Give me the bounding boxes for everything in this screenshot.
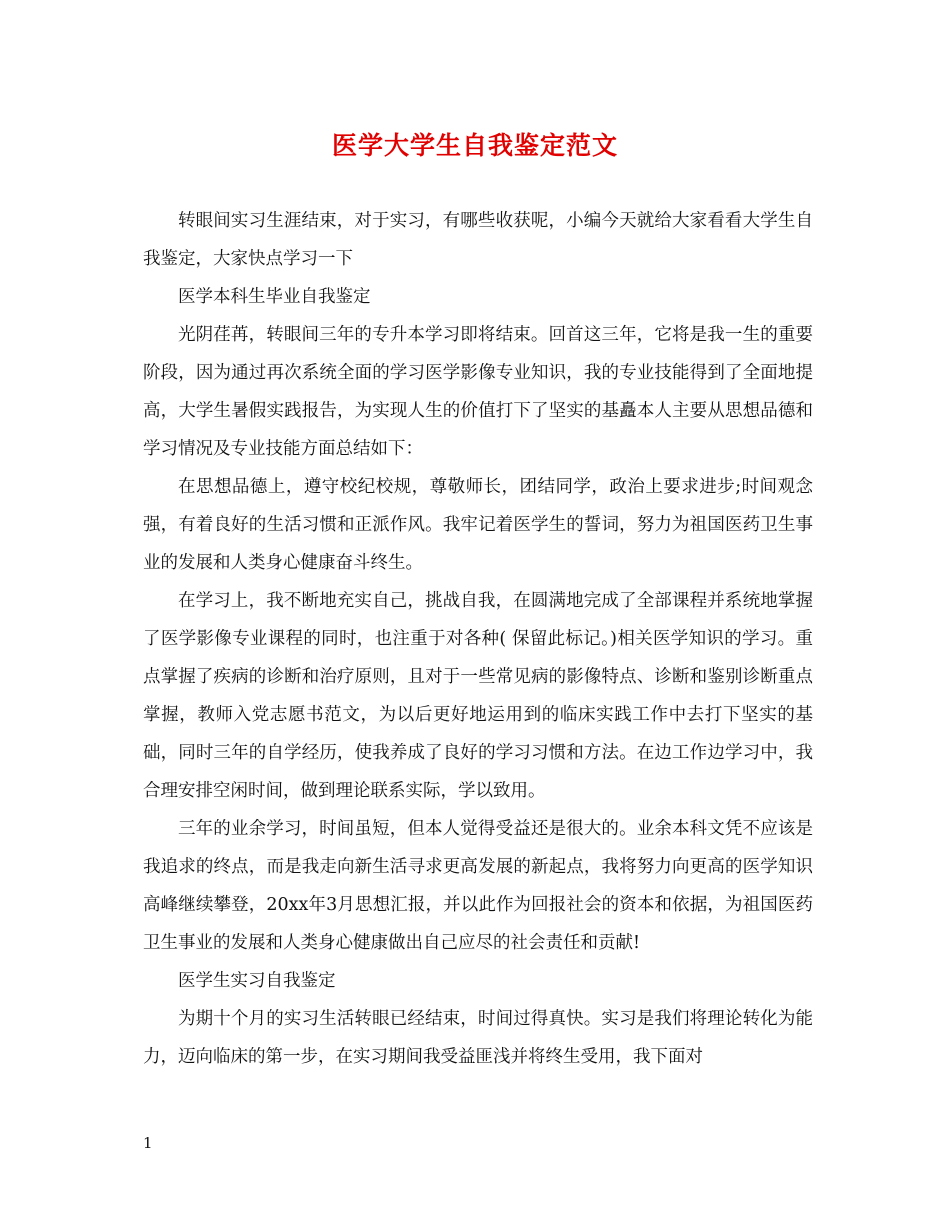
intro-paragraph: 转眼间实习生涯结束，对于实习，有哪些收获呢，小编今天就给大家看看大学生自我鉴定，大家快点学习一下 (143, 211, 813, 269)
section-heading-internship: 医学生实习自我鉴定 (178, 971, 336, 991)
page-number: 1 (143, 1134, 153, 1152)
document-title: 医学大学生自我鉴定范文 (331, 131, 618, 160)
paragraph-internship: 为期十个月的实习生活转眼已经结束，时间过得真快。实习是我们将理论转化为能力，迈向临床的第一步，在实习期间我受益匪浅并将终生受用，我下面对 (143, 1009, 813, 1067)
paragraph-ideology: 在思想品德上，遵守校纪校规，尊敬师长，团结同学，政治上要求进步;时间观念强，有着良好的生活习惯和正派作风。我牢记着医学生的誓词，努力为祖国医药卫生事业的发展和人类身心健康奋斗终生。 (143, 477, 813, 573)
paragraph-study: 在学习上，我不断地充实自己，挑战自我，在圆满地完成了全部课程并系统地掌握了医学影像专业课程的同时，也注重于对各种( 保留此标记。)相关医学知识的学习。重点掌握了疾病的诊断和治疗原则，且对于一些常见病的影像特点、诊断和鉴别诊断重点掌握，教师入党志愿书范文，为以后更好地运用到的临床实践工作中去打下坚实的基础，同时三年的自学经历，使我养成了良好的学习习惯和方法。在边工作边学习中，我合理安排空闲时间，做到理论联系实际，学以致用。 (143, 591, 813, 801)
paragraph-overview: 光阴荏苒，转眼间三年的专升本学习即将结束。回首这三年，它将是我一生的重要阶段，因为通过再次系统全面的学习医学影像专业知识，我的专业技能得到了全面地提高，大学生暑假实践报告，为实现人生的价值打下了坚实的基矗本人主要从思想品德和学习情况及专业技能方面总结如下： (143, 325, 813, 459)
section-heading-graduation: 医学本科生毕业自我鉴定 (178, 287, 371, 307)
document-body (143, 202, 813, 1076)
paragraph-summary: 三年的业余学习，时间虽短，但本人觉得受益还是很大的。业余本科文凭不应该是我追求的终点，而是我走向新生活寻求更高发展的新起点，我将努力向更高的医学知识高峰继续攀登，20xx年3月思想汇报，并以此作为回报社会的资本和依据，为祖国医药卫生事业的发展和人类身心健康做出自己应尽的社会责任和贡献! (143, 819, 813, 953)
